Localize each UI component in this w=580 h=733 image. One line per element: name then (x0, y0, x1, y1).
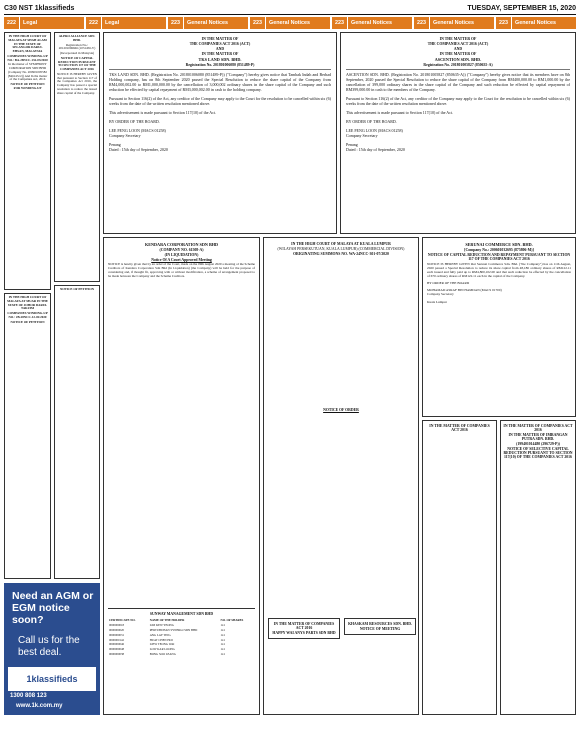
petition-notice (54, 285, 100, 579)
asc-matter-2: IN THE MATTER OF (439, 52, 477, 56)
imbangan-notice-title: NOTICE OF SELECTIVE CAPITAL REDUCTION PURSUANT TO SECTION 117(10) OF THE COMPANIES ACT 2016 (503, 447, 573, 459)
tks-reg: Registration No. 201801006080 (851489-P) (185, 63, 255, 67)
tks-body-3: This advertisement is made pursuant to Section 117(10) of the Act. (109, 110, 217, 115)
asc-matter: IN THE MATTER OF (439, 37, 477, 41)
ad-cta: Call us for the best deal. (18, 635, 80, 658)
alpro-title: NOTICE OF CAPITAL REDUCTION PURSUANT TO SECTION 117 OF THE COMPANIES ACT 2016 (58, 55, 96, 72)
alpro-inc: (Incorporated in Malaysia) (59, 51, 95, 56)
tab-general-notices-5: 223 General Notices (496, 17, 576, 29)
assembly-matter: IN THE MATTER OF COMPANIES ACT 2016 (429, 424, 490, 432)
table-row: 0000000018 LIM KEW YEONG 1x1 (109, 623, 226, 628)
ad-logo: 1klassifieds (8, 667, 96, 691)
notice-title-1: NOTICE OF PETITION FOR WINDING-UP (10, 82, 45, 90)
asc-place: Penang (346, 142, 358, 147)
matter-1: In the matter of SYMPHONY CORPORATION SDN BHD (Company No. 200901005582 (846143-U)) And In the matter of the Companies Act, 2016 (7, 62, 48, 82)
asc-and: AND (453, 47, 463, 51)
share-certificate-table (108, 618, 255, 656)
ad-phone: 1300 808 123 (10, 693, 47, 699)
asc-sec: LEE FENG LOON (MACS 01258) (346, 128, 403, 133)
kl-court-title: IN THE HIGH COURT OF MALAYA AT KUALA LUMPUR (291, 242, 391, 246)
khaskam-notice: NOTICE OF MEETING (359, 627, 401, 631)
tks-place: Penang (109, 142, 121, 147)
asc-reg: Registration No. 201801005827 (850635-A) (423, 63, 493, 67)
serunai-order: BY ORDER OF THE BOARD (427, 281, 470, 286)
alpro-company: ALPRO ALLIANCE SDN. BHD. (58, 35, 96, 42)
asc-body-3: This advertisement is made pursuant to Section 117(10) of the Act. (346, 110, 454, 115)
kendara-subtitle: Notice Of A Court Approved Meeting (151, 258, 212, 262)
kl-company-2: HAPPY WAI ANYS PARTS SDN BHD (272, 631, 336, 635)
asc-order: BY ORDER OF THE BOARD. (346, 119, 397, 124)
asc-body-2: Pursuant to Section 116(2) of the Act, any creditor of the Company may apply to the Court for the resolution to be cancelled within six (6) weeks from the date of the written resolution mentioned above. (346, 96, 570, 106)
kl-matter: IN THE MATTER OF COMPANIES ACT 2016 (273, 622, 335, 630)
serunai-notice (422, 237, 576, 417)
serunai-title: SERUNAI COMMERCE SDN. BHD. (465, 242, 533, 247)
tks-company: TKS LAND SDN. BHD. (198, 57, 242, 62)
kendara-notice (103, 237, 260, 715)
serunai-sec-role: Company Secretary (427, 292, 454, 297)
kl-summons: ORIGINATING SUMMONS NO. WA-24NCC-301-07/2020 (293, 252, 389, 256)
table-header-shares: NO. OF SHARES (220, 618, 244, 623)
asc-company: ASCENTION SDN. BHD. (434, 57, 482, 62)
tab-legal-2: 222 Legal (86, 17, 166, 29)
asc-date: Dated : 15th day of September, 2020 (346, 147, 405, 152)
imbangan-notice (500, 420, 576, 715)
asc-body: ASCENTION SDN. BHD. (Registration No. 201801005827 (850635-A)) ("Company") hereby gives notice that its members have on 8th September, 2020 passed the Special Resolution to reduce the share capital of the Company from RM400,000.00 to RM1,000.00 by the cancellation of 399,000 ordinary shares in the share capital of the Company and such reduction be effected by capital repayment of RM399,000.00 in cash to the members of the Company. (346, 72, 570, 92)
table-row: 0000000046 LIEW TEONG WAI 1x1 (109, 642, 226, 647)
petition-title: NOTICE OF PETITION (59, 288, 95, 291)
imbangan-reg: (199401014480 (296729-P)) (516, 442, 560, 446)
table-header-holder: NAME OF THE HOLDER (149, 618, 185, 623)
table-row: 0000000048 LOW KAR LOONG 1x1 (109, 647, 226, 652)
serunai-body: NOTICE IS HEREBY GIVEN that Serunai Commerce Sdn. Bhd. ("the Company") has on 11th August, 2020 passed a Special Resolution to reduce its share capital from 48,186 ordinary shares of RM122.11 each issued and fully paid up to RM4,800,102.00 and that such reduction be effected by the cancellation of 670 ordinary shares of RM122.11 each in the capital of the Company. (427, 262, 571, 279)
kendara-body: NOTICE is hereby given that by an order of the Court, made on the 09th August 2020 a meeting of the Scheme Creditors of Kendara Corporation Sdn Bhd (In Liquidation) (the Company) will be held for the purpose of considering and, if thought fit, approving with or without modification, a scheme of arrangement proposed to be made between the Company and the Scheme Creditors. (108, 263, 255, 278)
kendara-reg: (COMPANY NO. 61508-A) (159, 248, 204, 252)
table-row: 0000000020 PERTUBUHAN SYNERGI SDN BHD 1x1 (109, 627, 226, 632)
imbangan-matter-2: IN THE MATTER OF IMBANGAN PUTRA SDN. BHD. (508, 433, 568, 441)
khaskam-company: KHASKAM RESOURCES SDN. BHD. (348, 622, 412, 626)
kl-order-title: NOTICE OF ORDER (323, 408, 359, 412)
asc-sec-role: Company Secretary (346, 133, 378, 138)
tks-act: THE COMPANIES ACT 2016 (ACT) (189, 42, 251, 46)
tks-and: AND (215, 47, 225, 51)
table-row: 0000000031 ANG LAY TING 1x1 (109, 632, 226, 637)
alpro-body: NOTICE IS HEREBY GIVEN that pursuant to Section 117 of the Companies Act 2016, the Company has passed a special resolution to reduce the issued share capital of the Company. (57, 71, 97, 95)
ad-headline: Need an AGM or EGM notice soon? (12, 590, 94, 626)
tks-body: TKS LAND SDN. BHD. (Registration No. 201801006080 (851489-P)) ("Company") hereby gives notice that Tambak Indah and Berhad Holding company, has on 8th September 2020 passed the Special Resolution to reduce the share capital of the Company from RM4,000,002.00 to RM1,000,000.00 by the cancellation of 3,000,002 ordinary shares in the share capital of the Company and such reduction be effected by capital repayment of RM3,000,002.00 in cash to the holding company. (109, 72, 331, 92)
kl-court-notice (263, 237, 419, 715)
tks-sec: LEE FENG LOON (MACS 01258) (109, 128, 166, 133)
tks-matter: IN THE MATTER OF (201, 37, 239, 41)
legal-notice-2 (4, 293, 51, 579)
section-tabs (4, 17, 576, 29)
alpro-reg: Registration No.: 201201006666 (1031456-V) (58, 42, 96, 51)
tab-general-notices: 223 General Notices (168, 17, 248, 29)
masthead-date: TUESDAY, SEPTEMBER 15, 2020 (467, 4, 576, 12)
serunai-place: Kuala Lumpur (427, 299, 447, 304)
masthead (4, 2, 576, 14)
tks-matter-2: IN THE MATTER OF (201, 52, 239, 56)
kl-court-sub: (WILAYAH PERSEKUTUAN, KUALA LUMPUR) (COMMERCIAL DIVISION) (277, 247, 405, 251)
tks-body-2: Pursuant to Section 116(2) of the Act, any creditor of the Company may apply to the Court for the resolution to be cancelled within six (6) weeks from the date of the written resolution mentioned above. (109, 96, 331, 106)
asc-act: THE COMPANIES ACT 2016 (ACT) (427, 42, 489, 46)
tks-date: Dated : 15th day of September, 2020 (109, 147, 168, 152)
serunai-notice-title: NOTICE OF CAPITAL REDUCTION AND REPAYMENT PURSUANT TO SECTION 117 OF THE COMPANIES ACT 2016 (427, 253, 571, 261)
winding-up-no-1: COMPANIES WINDING-UP NO.: BA-28NCC-132-03/2020 (7, 53, 48, 62)
alpro-notice (54, 32, 100, 282)
tab-general-notices-2: 223 General Notices (250, 17, 330, 29)
legal-notice-1 (4, 32, 51, 290)
imbangan-matter-1: IN THE MATTER OF COMPANIES ACT 2016 (503, 424, 573, 432)
kendara-liq: (IN LIQUIDATION) (164, 253, 199, 257)
table-header-cert: CERTIFICATE NO. (109, 618, 136, 623)
tab-general-notices-3: 223 General Notices (332, 17, 412, 29)
table-row: 0000000038 BONG SOO LEANG 1x1 (109, 651, 226, 656)
serunai-sec: MOHAMAD ASRAF BIN HAMDAN (MACS 01700) (427, 288, 502, 293)
advertisement[interactable] (4, 583, 100, 715)
kendara-title: KENDARA CORPORATION SDN BHD (144, 242, 219, 247)
assembly-notice (422, 420, 497, 715)
tab-general-notices-4: 223 General Notices (414, 17, 494, 29)
masthead-left: C30 NST 1klassifieds (4, 4, 75, 12)
masthead-rule (4, 14, 576, 15)
notice-title-2: NOTICE OF PETITION (10, 319, 45, 324)
tks-sec-role: Company Secretary (109, 133, 141, 138)
tks-land-notice (103, 32, 337, 234)
court-heading-1: IN THE HIGH COURT OF MALAYA AT SHAH ALAM IN THE STATE OF SELANGOR DARUL EHSAN, MALAYSIA (8, 35, 47, 54)
ascention-notice (340, 32, 576, 234)
court-heading-2: IN THE HIGH COURT OF MALAYA AT MUAR IN THE STATE OF JOHOR DARUL TAKZIM (7, 296, 48, 311)
sunway-title: SUNWAY MANAGEMENT SDN BHD (149, 612, 214, 616)
serunai-reg: [Company No.: 200601032695 (875806-M)] (464, 248, 534, 252)
winding-up-no-2: COMPANIES WINDING-UP NO.: JB-28NCC-12-02/2020 (7, 311, 48, 319)
tab-legal: 222 Legal (4, 17, 84, 29)
table-row: 0000000142 HUAT CHEN HOI 1x1 (109, 637, 226, 642)
tks-order: BY ORDER OF THE BOARD. (109, 119, 160, 124)
ad-url[interactable]: www.1k.com.my (16, 703, 63, 709)
